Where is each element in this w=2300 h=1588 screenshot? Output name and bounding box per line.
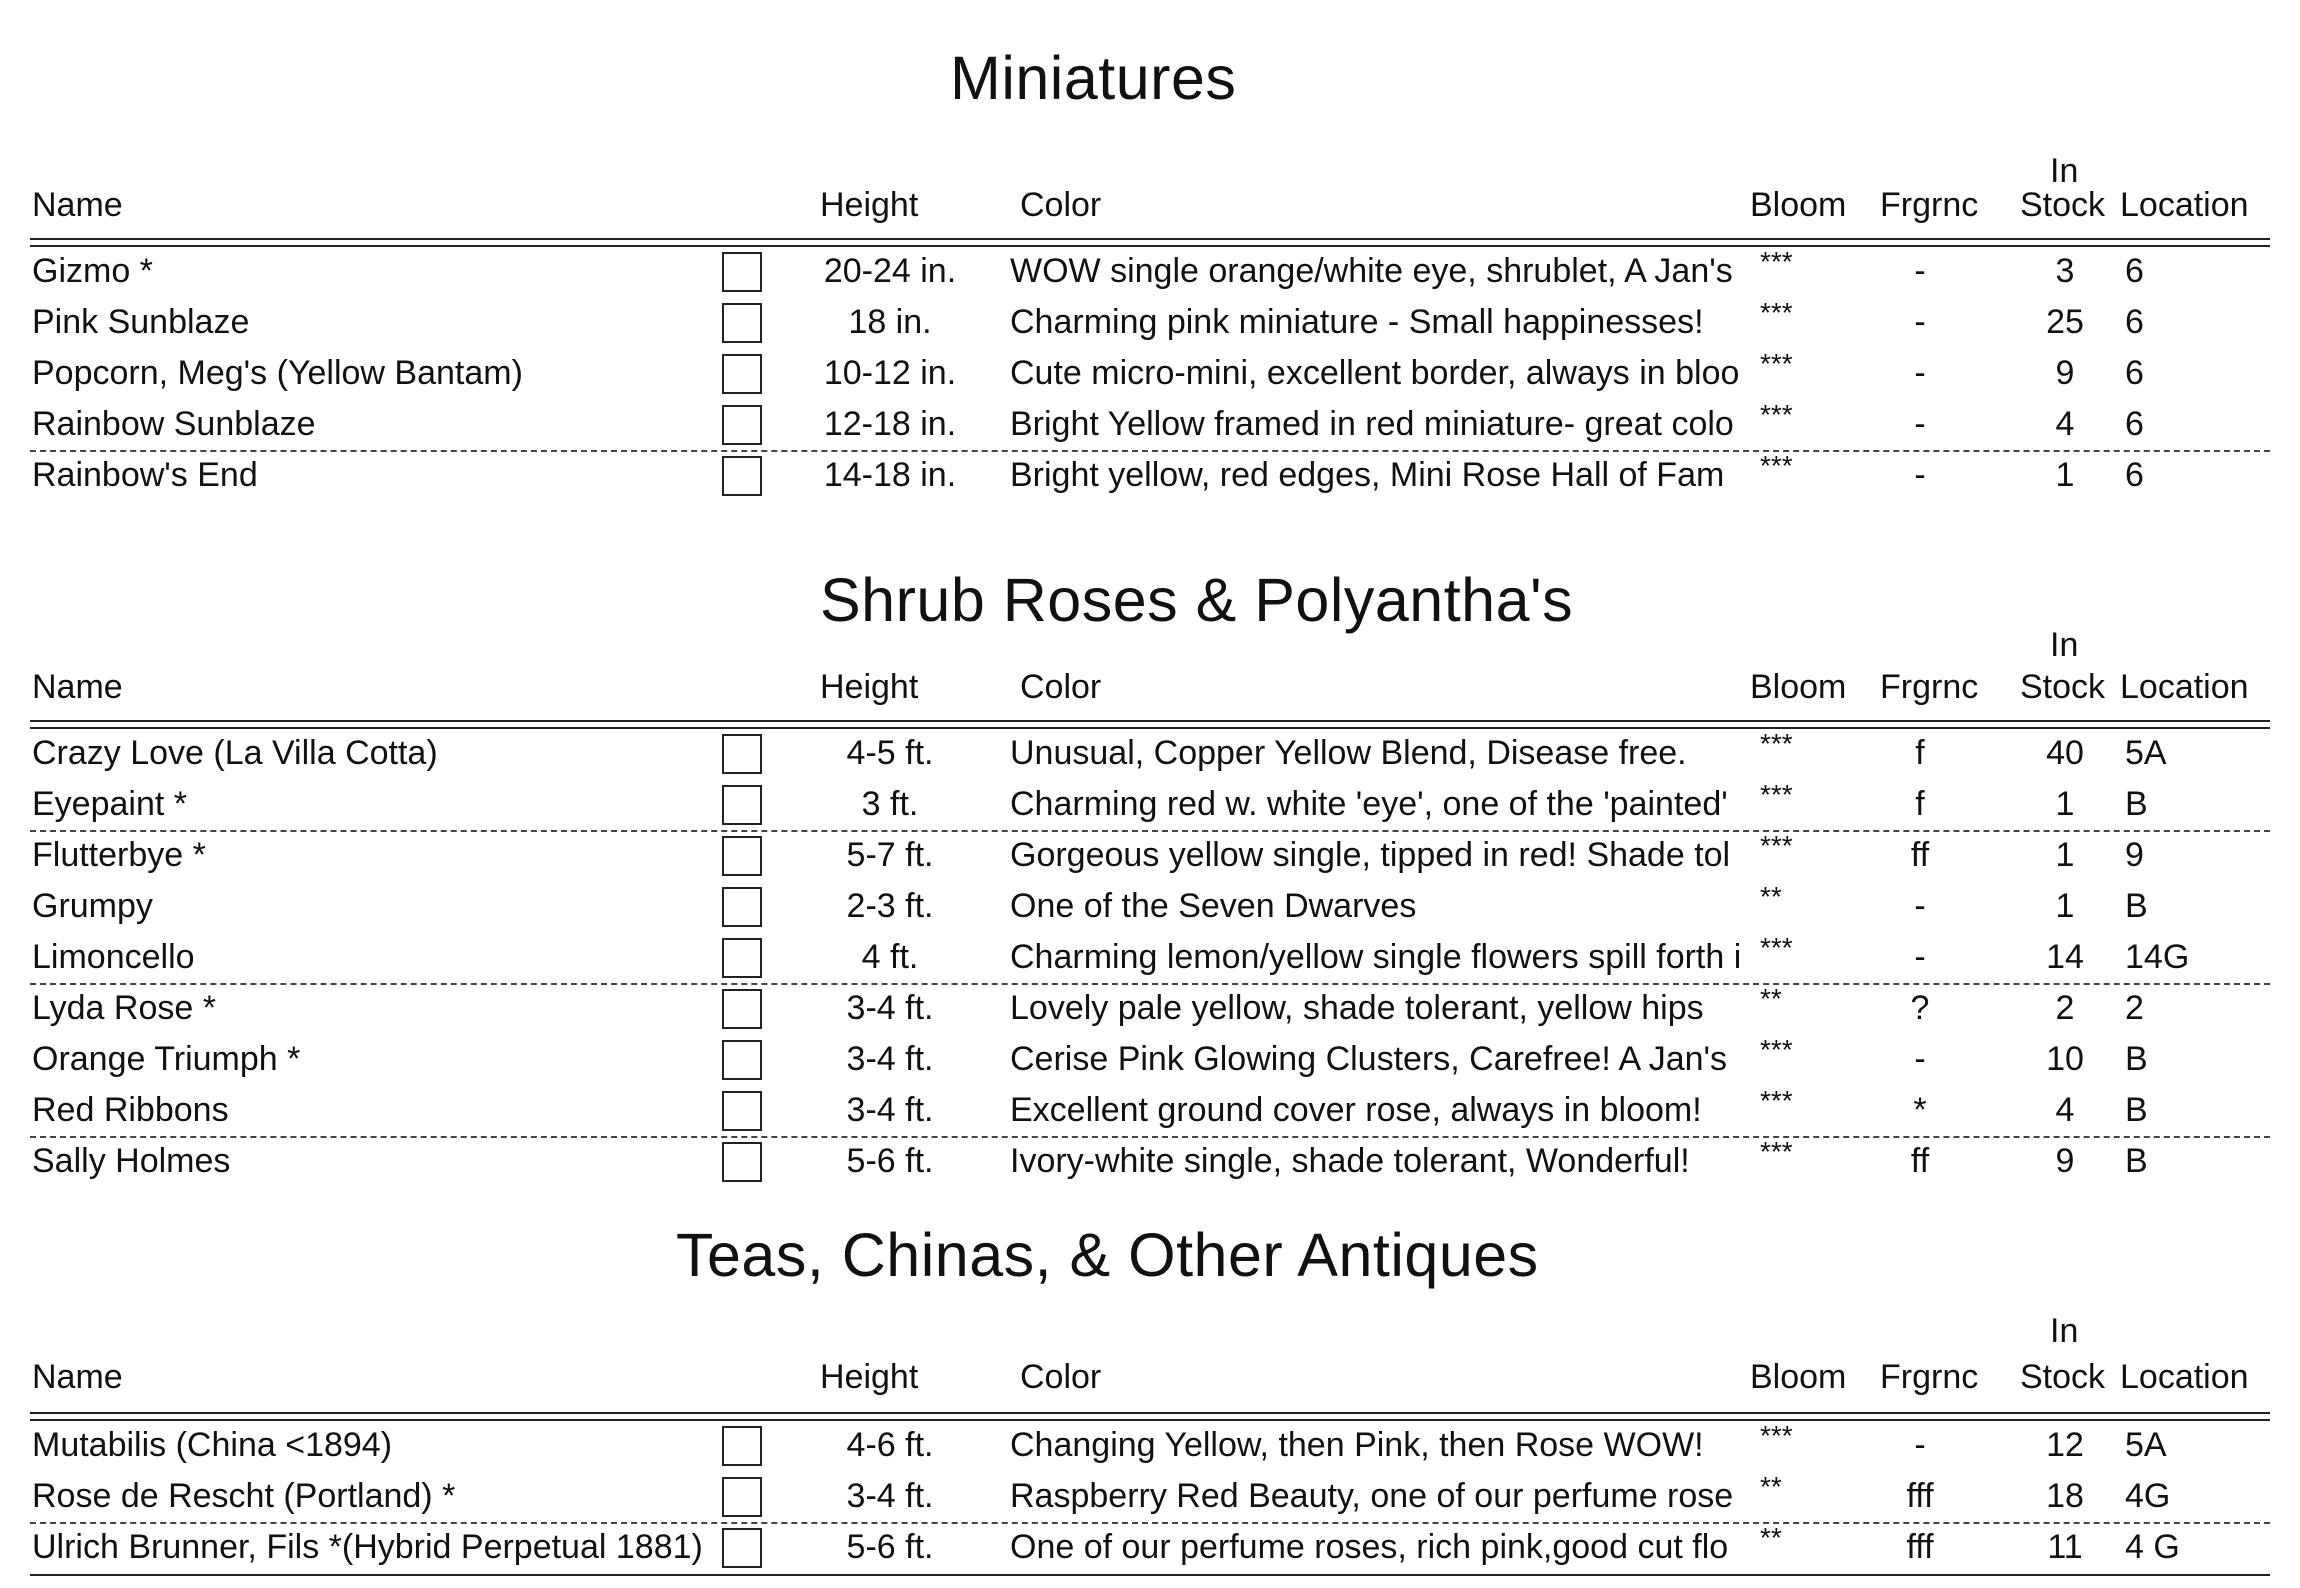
rose-height: 3-4 ft. xyxy=(846,989,934,1027)
rose-height: 4-6 ft. xyxy=(846,1426,934,1464)
stock-count: 1 xyxy=(2055,456,2075,494)
stock-count: 2 xyxy=(2055,989,2075,1027)
column-header-color: Color xyxy=(1020,1358,1102,1396)
bloom-rating: *** xyxy=(1760,1420,1793,1451)
bottom-rule xyxy=(30,1574,2270,1576)
fragrance-rating: f xyxy=(1915,734,1925,772)
order-checkbox[interactable] xyxy=(722,1528,762,1568)
order-checkbox[interactable] xyxy=(722,1426,762,1466)
fragrance-rating: - xyxy=(1914,252,1926,290)
rose-name: Rainbow's End xyxy=(32,456,258,494)
bloom-rating: *** xyxy=(1760,1034,1793,1065)
table-row xyxy=(0,1471,2300,1521)
rose-name: Crazy Love (La Villa Cotta) xyxy=(32,734,438,772)
column-header-location: Location xyxy=(2120,668,2249,706)
rose-name: Flutterbye * xyxy=(32,836,206,874)
rose-height: 12-18 in. xyxy=(823,405,957,443)
bloom-rating: *** xyxy=(1760,297,1793,328)
fragrance-rating: - xyxy=(1914,405,1926,443)
stock-count: 1 xyxy=(2055,887,2075,925)
location-code: B xyxy=(2125,887,2148,925)
table-row xyxy=(0,1420,2300,1470)
rose-color: One of our perfume roses, rich pink,good cut flo xyxy=(1010,1528,1729,1566)
order-checkbox[interactable] xyxy=(722,1477,762,1517)
column-header-name: Name xyxy=(32,1358,123,1396)
column-header-in: In xyxy=(2050,152,2079,190)
bloom-rating: *** xyxy=(1760,830,1793,861)
rose-height: 3-4 ft. xyxy=(846,1477,934,1515)
bloom-rating: *** xyxy=(1760,1136,1793,1167)
location-code: 6 xyxy=(2125,303,2144,341)
rose-color: Gorgeous yellow single, tipped in red! Shade tol xyxy=(1010,836,1731,874)
section-title: Teas, Chinas, & Other Antiques xyxy=(676,1221,1539,1289)
rose-color: Unusual, Copper Yellow Blend, Disease free. xyxy=(1010,734,1687,772)
section-title: Shrub Roses & Polyantha's xyxy=(820,566,1574,634)
rose-color: Bright yellow, red edges, Mini Rose Hall of Fam xyxy=(1010,456,1725,494)
fragrance-rating: fff xyxy=(1906,1477,1934,1515)
stock-count: 4 xyxy=(2055,1091,2075,1129)
rose-name: Rainbow Sunblaze xyxy=(32,405,316,443)
column-header-height: Height xyxy=(820,186,919,224)
column-header-frgrnc: Frgrnc xyxy=(1880,668,1979,706)
column-header-location: Location xyxy=(2120,1358,2249,1396)
rose-name: Ulrich Brunner, Fils *(Hybrid Perpetual 1881) xyxy=(32,1528,703,1566)
rose-name: Pink Sunblaze xyxy=(32,303,250,341)
rose-name: Rose de Rescht (Portland) * xyxy=(32,1477,456,1515)
rose-height: 2-3 ft. xyxy=(846,887,934,925)
rose-name: Lyda Rose * xyxy=(32,989,216,1027)
column-header-frgrnc: Frgrnc xyxy=(1880,1358,1979,1396)
rose-height: 4 ft. xyxy=(861,938,919,976)
rose-color: Changing Yellow, then Pink, then Rose WOW! xyxy=(1010,1426,1704,1464)
fragrance-rating: - xyxy=(1914,456,1926,494)
bloom-rating: ** xyxy=(1760,983,1782,1014)
fragrance-rating: ? xyxy=(1910,989,1930,1027)
stock-count: 40 xyxy=(2046,734,2084,772)
rose-name: Orange Triumph * xyxy=(32,1040,301,1078)
rose-color: Charming pink miniature - Small happinesses! xyxy=(1010,303,1704,341)
rose-name: Sally Holmes xyxy=(32,1142,231,1180)
rose-name: Grumpy xyxy=(32,887,153,925)
fragrance-rating: ff xyxy=(1910,836,1930,874)
rose-height: 5-6 ft. xyxy=(846,1528,934,1566)
rose-name: Limoncello xyxy=(32,938,195,976)
column-header-height: Height xyxy=(820,668,919,706)
rose-color: Lovely pale yellow, shade tolerant, yellow hips xyxy=(1010,989,1704,1027)
stock-count: 10 xyxy=(2046,1040,2084,1078)
column-header-color: Color xyxy=(1020,186,1102,224)
stock-count: 18 xyxy=(2046,1477,2084,1515)
stock-count: 25 xyxy=(2046,303,2084,341)
column-header-name: Name xyxy=(32,186,123,224)
fragrance-rating: - xyxy=(1914,354,1926,392)
bloom-rating: *** xyxy=(1760,779,1793,810)
location-code: 9 xyxy=(2125,836,2144,874)
rose-name: Eyepaint * xyxy=(32,785,187,823)
rose-name: Mutabilis (China <1894) xyxy=(32,1426,393,1464)
rose-name: Popcorn, Meg's (Yellow Bantam) xyxy=(32,354,523,392)
fragrance-rating: - xyxy=(1914,887,1926,925)
location-code: 6 xyxy=(2125,405,2144,443)
bloom-rating: ** xyxy=(1760,1471,1782,1502)
table-row xyxy=(0,1522,2300,1572)
fragrance-rating: * xyxy=(1913,1091,1927,1129)
rose-height: 14-18 in. xyxy=(823,456,957,494)
rose-color: One of the Seven Dwarves xyxy=(1010,887,1417,925)
stock-count: 1 xyxy=(2055,836,2075,874)
stock-count: 14 xyxy=(2046,938,2084,976)
location-code: B xyxy=(2125,1091,2148,1129)
rose-color: Bright Yellow framed in red miniature- great colo xyxy=(1010,405,1734,443)
location-code: 6 xyxy=(2125,252,2144,290)
location-code: B xyxy=(2125,1142,2148,1180)
rose-color: Cute micro-mini, excellent border, always in bloo xyxy=(1010,354,1740,392)
rose-color: Raspberry Red Beauty, one of our perfume rose xyxy=(1010,1477,1734,1515)
stock-count: 9 xyxy=(2055,354,2075,392)
rose-height: 10-12 in. xyxy=(823,354,957,392)
bloom-rating: *** xyxy=(1760,348,1793,379)
rose-height: 4-5 ft. xyxy=(846,734,934,772)
rose-color: WOW single orange/white eye, shrublet, A Jan's xyxy=(1010,252,1733,290)
bloom-rating: *** xyxy=(1760,1085,1793,1116)
fragrance-rating: ff xyxy=(1910,1142,1930,1180)
rose-height: 3 ft. xyxy=(861,785,919,823)
location-code: 6 xyxy=(2125,456,2144,494)
bloom-rating: ** xyxy=(1760,1522,1782,1553)
column-header-height: Height xyxy=(820,1358,919,1396)
column-header-stock: Stock xyxy=(2020,668,2106,706)
column-header-name: Name xyxy=(32,668,123,706)
rose-color: Excellent ground cover rose, always in bloom! xyxy=(1010,1091,1702,1129)
rose-height: 20-24 in. xyxy=(823,252,957,290)
fragrance-rating: - xyxy=(1914,303,1926,341)
column-header-bloom: Bloom xyxy=(1750,1358,1847,1396)
rose-name: Gizmo * xyxy=(32,252,153,290)
rose-height: 3-4 ft. xyxy=(846,1091,934,1129)
column-header-in: In xyxy=(2050,1312,2079,1350)
location-code: 4G xyxy=(2125,1477,2171,1515)
rose-height: 3-4 ft. xyxy=(846,1040,934,1078)
column-header-stock: Stock xyxy=(2020,186,2106,224)
location-code: B xyxy=(2125,1040,2148,1078)
rose-height: 18 in. xyxy=(848,303,932,341)
bloom-rating: *** xyxy=(1760,450,1793,481)
location-code: 2 xyxy=(2125,989,2144,1027)
column-header-color: Color xyxy=(1020,668,1102,706)
stock-count: 1 xyxy=(2055,785,2075,823)
stock-count: 12 xyxy=(2046,1426,2084,1464)
location-code: 14G xyxy=(2125,938,2190,976)
rose-color: Cerise Pink Glowing Clusters, Carefree! A Jan's xyxy=(1010,1040,1728,1078)
rose-height: 5-7 ft. xyxy=(846,836,934,874)
bloom-rating: *** xyxy=(1760,246,1793,277)
fragrance-rating: - xyxy=(1914,1040,1926,1078)
bloom-rating: *** xyxy=(1760,932,1793,963)
stock-count: 9 xyxy=(2055,1142,2075,1180)
column-header-stock: Stock xyxy=(2020,1358,2106,1396)
fragrance-rating: fff xyxy=(1906,1528,1934,1566)
fragrance-rating: - xyxy=(1914,1426,1926,1464)
rose-color: Ivory-white single, shade tolerant, Wonderful! xyxy=(1010,1142,1690,1180)
column-header-location: Location xyxy=(2120,186,2249,224)
rose-name: Red Ribbons xyxy=(32,1091,229,1129)
location-code: 5A xyxy=(2125,1426,2167,1464)
fragrance-rating: f xyxy=(1915,785,1925,823)
section-title: Miniatures xyxy=(950,44,1237,112)
location-code: B xyxy=(2125,785,2148,823)
location-code: 5A xyxy=(2125,734,2167,772)
location-code: 4 G xyxy=(2125,1528,2180,1566)
bloom-rating: ** xyxy=(1760,881,1782,912)
stock-count: 3 xyxy=(2055,252,2075,290)
location-code: 6 xyxy=(2125,354,2144,392)
rose-height: 5-6 ft. xyxy=(846,1142,934,1180)
rose-color: Charming lemon/yellow single flowers spill forth i xyxy=(1010,938,1742,976)
column-header-frgrnc: Frgrnc xyxy=(1880,186,1979,224)
column-header-in: In xyxy=(2050,626,2079,664)
bloom-rating: *** xyxy=(1760,399,1793,430)
bloom-rating: *** xyxy=(1760,728,1793,759)
stock-count: 11 xyxy=(2047,1528,2083,1566)
column-header-bloom: Bloom xyxy=(1750,668,1847,706)
stock-count: 4 xyxy=(2055,405,2075,443)
column-header-bloom: Bloom xyxy=(1750,186,1847,224)
rose-color: Charming red w. white 'eye', one of the 'painted' xyxy=(1010,785,1728,823)
fragrance-rating: - xyxy=(1914,938,1926,976)
